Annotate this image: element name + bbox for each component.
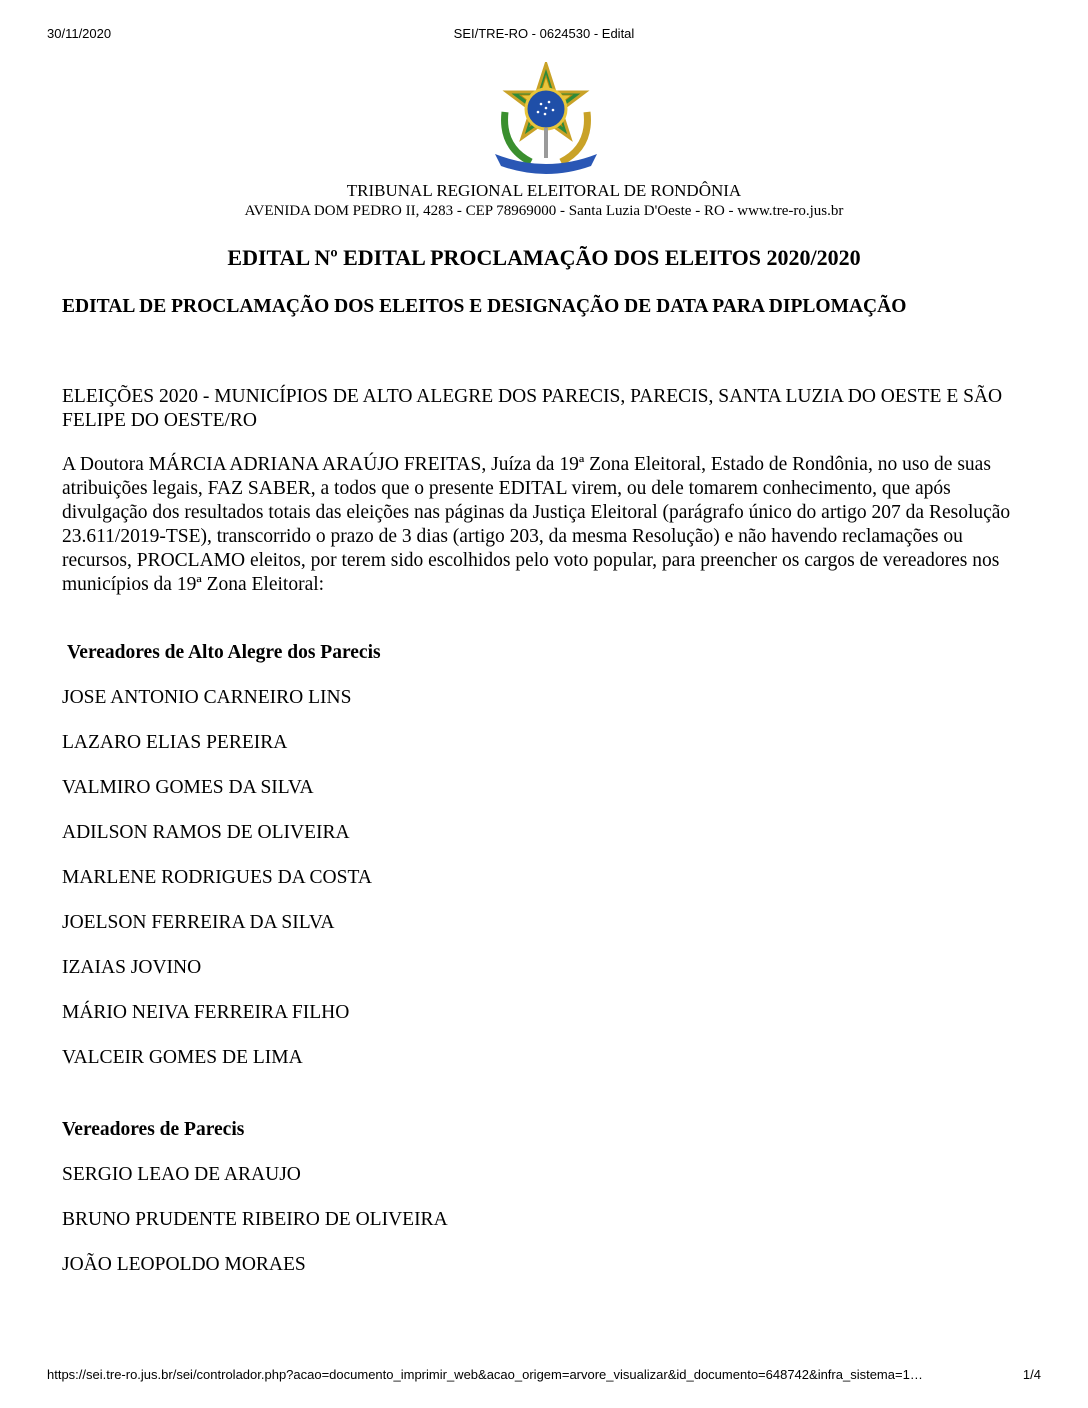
footer-url: https://sei.tre-ro.jus.br/sei/controlador.php?acao=documento_imprimir_web&acao_origem=arvore_visualizar&id_documento=648742&infra_sistema=1… [47,1367,923,1382]
print-title: SEI/TRE-RO - 0624530 - Edital [453,26,635,41]
document-title: EDITAL Nº EDITAL PROCLAMAÇÃO DOS ELEITOS 2020/2020 [227,245,861,270]
page-number: 1/4 [1022,1367,1041,1382]
list-item: JOÃO LEOPOLDO MORAES [62,1254,306,1275]
list-item: JOELSON FERREIRA DA SILVA [62,912,335,933]
print-header [0,26,1088,44]
section-title: Vereadores de Parecis [62,1119,245,1140]
list-item: SERGIO LEAO DE ARAUJO [62,1164,301,1185]
list-item: VALCEIR GOMES DE LIMA [62,1047,303,1068]
proclamation-paragraph: A Doutora MÁRCIA ADRIANA ARAÚJO FREITAS, Juíza da 19ª Zona Eleitoral, Estado de Rondônia, no uso de suas atribuições legais, FAZ SABER, a todos que o presente EDITAL virem, ou dele tomarem conhecimento, que após divulgação dos resultados totais das eleições nas páginas da Justiça Eleitoral (parágrafo único do artigo 207 da Resolução 23.611/2019-TSE), transcorrido o prazo de 3 dias (artigo 203, da mesma Resolução) e não havendo reclamações ou recursos, PROCLAMO eleitos, por terem sido escolhidos pelo voto popular, para preencher os cargos de vereadores nos municípios da 19ª Zona Eleitoral: [62,454,1011,595]
section-title: Vereadores de Alto Alegre dos Parecis [67,642,381,663]
list-item: IZAIAS JOVINO [62,957,202,978]
elections-line: ELEIÇÕES 2020 - MUNICÍPIOS DE ALTO ALEGRE DOS PARECIS, PARECIS, SANTA LUZIA DO OESTE E SÃO FELIPE DO OESTE/RO [62,386,1003,431]
list-item: ADILSON RAMOS DE OLIVEIRA [62,822,350,843]
list-item: VALMIRO GOMES DA SILVA [62,777,314,798]
document-body [62,385,1028,1325]
list-item: LAZARO ELIAS PEREIRA [62,732,288,753]
list-item: MARLENE RODRIGUES DA COSTA [62,867,372,888]
section-parecis [62,1118,1028,1277]
list-item: BRUNO PRUDENTE RIBEIRO DE OLIVEIRA [62,1209,448,1230]
document-subtitle: EDITAL DE PROCLAMAÇÃO DOS ELEITOS E DESIGNAÇÃO DE DATA PARA DIPLOMAÇÃO [62,296,907,317]
list-item: MÁRIO NEIVA FERREIRA FILHO [62,1002,350,1023]
organization-address: AVENIDA DOM PEDRO II, 4283 - CEP 78969000 - Santa Luzia D'Oeste - RO - www.tre-ro.jus.br [244,203,844,219]
list-item: JOSE ANTONIO CARNEIRO LINS [62,687,352,708]
organization-name: TRIBUNAL REGIONAL ELEITORAL DE RONDÔNIA [346,181,742,200]
name-list [62,1163,1028,1277]
brazil-coat-of-arms-icon [491,62,601,174]
print-date: 30/11/2020 [47,26,112,41]
name-list [62,686,1028,1070]
print-footer [0,1367,1088,1385]
section-alto-alegre [62,641,1028,1070]
